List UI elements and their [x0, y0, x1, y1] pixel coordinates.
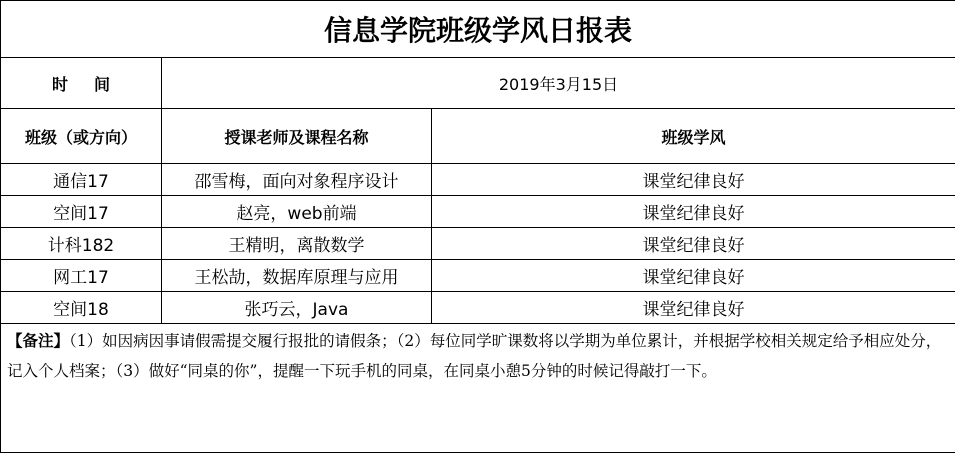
- note-row: [1, 324, 955, 453]
- teacher-course-cell: 邵雪梅，面向对象程序设计: [162, 164, 432, 196]
- note-text: （1）如因病因事请假需提交履行报批的请假条；（2）每位同学旷课数将以学期为单位累计，并根据学校相关规定给予相应处分，记入个人档案；（3）做好“同桌的你”，提醒一下玩手机的同桌，在同桌小憩5分钟的时候记得敲打一下。: [7, 332, 942, 380]
- class-header: 班级（或方向）: [1, 109, 162, 164]
- teacher-course-cell: 赵亮，web前端: [162, 196, 432, 228]
- report-title: 信息学院班级学风日报表: [1, 1, 955, 58]
- class-cell: 空间17: [1, 196, 162, 228]
- class-style-cell: 课堂纪律良好: [432, 164, 955, 196]
- table-row: [1, 228, 955, 260]
- table-row: [1, 164, 955, 196]
- class-style-cell: 课堂纪律良好: [432, 292, 955, 324]
- header-row: [1, 109, 955, 164]
- note-tag: 【备注】: [7, 331, 70, 350]
- class-cell: 空间18: [1, 292, 162, 324]
- table-row: [1, 260, 955, 292]
- time-label: 时间: [1, 58, 162, 109]
- class-cell: 计科182: [1, 228, 162, 260]
- class-style-cell: 课堂纪律良好: [432, 196, 955, 228]
- class-style-header: 班级学风: [432, 109, 955, 164]
- class-style-cell: 课堂纪律良好: [432, 228, 955, 260]
- note-cell: [1, 324, 955, 453]
- class-style-cell: 课堂纪律良好: [432, 260, 955, 292]
- title-row: [1, 1, 955, 58]
- class-cell: 通信17: [1, 164, 162, 196]
- table-row: [1, 292, 955, 324]
- teacher-course-cell: 王精明，离散数学: [162, 228, 432, 260]
- date-value: 2019年3月15日: [162, 58, 955, 109]
- teacher-course-cell: 王松劼，数据库原理与应用: [162, 260, 432, 292]
- table-row: [1, 196, 955, 228]
- teacher-course-cell: 张巧云，Java: [162, 292, 432, 324]
- teacher-course-header: 授课老师及课程名称: [162, 109, 432, 164]
- class-cell: 网工17: [1, 260, 162, 292]
- date-row: [1, 58, 955, 109]
